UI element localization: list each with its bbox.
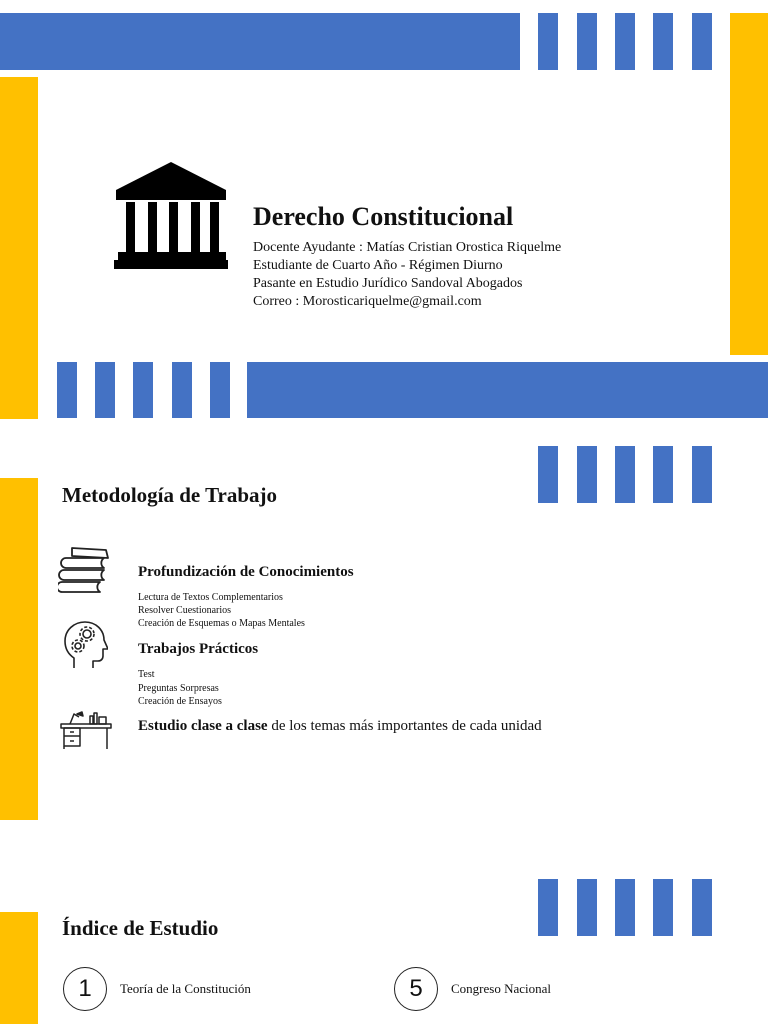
top-blue-stripe	[538, 13, 558, 70]
mid-blue-stripe	[133, 362, 153, 418]
mid-blue-bar	[247, 362, 768, 418]
index-entry-label: Teoría de la Constitución	[120, 981, 251, 996]
email-line: Correo : Morosticariquelme@gmail.com	[253, 294, 482, 309]
mid-blue-stripe	[95, 362, 115, 418]
intern-line: Pasante en Estudio Jurídico Sandoval Abogados	[253, 276, 523, 291]
courthouse-icon	[112, 160, 230, 272]
study-line-rest: de los temas más importantes de cada unidad	[267, 718, 542, 734]
item-line: Lectura de Textos Complementarios	[138, 592, 283, 603]
section-blue-stripe	[653, 446, 673, 503]
item-line: Creación de Ensayos	[138, 696, 222, 707]
index-blue-stripe	[653, 879, 673, 936]
index-blue-stripe	[577, 879, 597, 936]
mid-blue-stripe	[172, 362, 192, 418]
index-number: 1	[63, 967, 107, 1011]
page-title: Derecho Constitucional	[253, 202, 514, 231]
study-line-bold: Estudio clase a clase	[138, 718, 268, 734]
index-blue-stripe	[615, 879, 635, 936]
top-blue-stripe	[653, 13, 673, 70]
mid-blue-stripe	[57, 362, 77, 418]
item-title: Trabajos Prácticos	[138, 641, 259, 657]
left-gold-bar	[0, 912, 38, 1024]
item-line: Preguntas Sorpresas	[138, 683, 219, 694]
student-line: Estudiante de Cuarto Año - Régimen Diurno	[253, 258, 503, 273]
index-number: 5	[394, 967, 438, 1011]
top-blue-stripe	[615, 13, 635, 70]
index-entry-label: Congreso Nacional	[451, 981, 552, 996]
left-gold-bar	[0, 478, 38, 820]
mid-blue-stripe	[210, 362, 230, 418]
top-blue-stripe	[692, 13, 712, 70]
top-blue-stripe	[577, 13, 597, 70]
item-line: Creación de Esquemas o Mapas Mentales	[138, 618, 305, 629]
index-blue-stripe	[538, 879, 558, 936]
section-blue-stripe	[577, 446, 597, 503]
methodology-title: Metodología de Trabajo	[62, 483, 278, 507]
item-line: Test	[138, 669, 155, 680]
index-title: Índice de Estudio	[62, 916, 219, 940]
section-blue-stripe	[692, 446, 712, 503]
item-line: Resolver Cuestionarios	[138, 605, 232, 616]
section-blue-stripe	[538, 446, 558, 503]
left-gold-bar	[0, 77, 38, 419]
study-line	[138, 718, 542, 735]
section-blue-stripe	[615, 446, 635, 503]
head-gears-icon	[62, 620, 108, 672]
item-title: Profundización de Conocimientos	[138, 564, 354, 580]
right-gold-bar	[730, 13, 768, 355]
index-blue-stripe	[692, 879, 712, 936]
desk-icon	[60, 706, 112, 750]
instructor-line: Docente Ayudante : Matías Cristian Orostica Riquelme	[253, 240, 562, 255]
books-icon	[58, 546, 114, 594]
top-blue-bar	[0, 13, 520, 70]
